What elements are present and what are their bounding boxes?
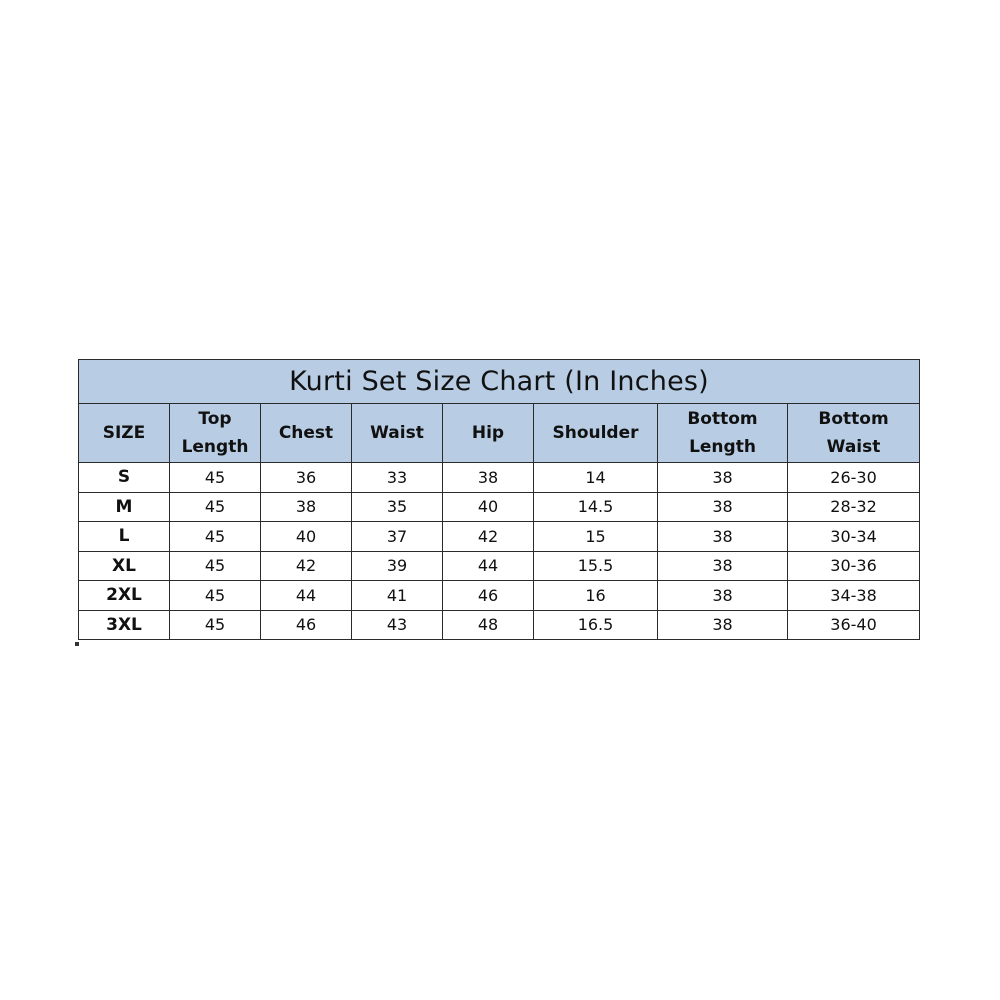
table-cell: 14.5 [534, 492, 658, 522]
table-cell: 15.5 [534, 551, 658, 581]
col-header-top-length [170, 404, 261, 463]
table-cell: 38 [658, 463, 788, 493]
size-cell: L [79, 522, 170, 552]
chart-title: Kurti Set Size Chart (In Inches) [79, 360, 920, 404]
col-header-waist [352, 404, 443, 463]
table-cell: 45 [170, 463, 261, 493]
size-chart-container [78, 359, 919, 640]
table-cell: 42 [443, 522, 534, 552]
table-cell: 40 [261, 522, 352, 552]
col-header-shoulder [534, 404, 658, 463]
table-cell: 28-32 [788, 492, 920, 522]
table-row [79, 463, 920, 493]
table-cell: 38 [443, 463, 534, 493]
table-cell: 45 [170, 522, 261, 552]
col-header-bottom-waist [788, 404, 920, 463]
table-cell: 34-38 [788, 581, 920, 611]
table-cell: 46 [443, 581, 534, 611]
col-header-size [79, 404, 170, 463]
table-cell: 46 [261, 610, 352, 640]
col-header-line: Bottom [818, 409, 889, 429]
table-cell: 30-36 [788, 551, 920, 581]
header-row [79, 404, 920, 463]
col-header-line: Bottom [687, 409, 758, 429]
table-cell: 39 [352, 551, 443, 581]
title-row [79, 360, 920, 404]
table-row [79, 581, 920, 611]
col-header-bottom-length [658, 404, 788, 463]
col-header-chest [261, 404, 352, 463]
table-cell: 14 [534, 463, 658, 493]
size-cell: S [79, 463, 170, 493]
size-chart-table [78, 359, 920, 640]
col-header-line: Length [689, 437, 756, 457]
table-cell: 41 [352, 581, 443, 611]
table-cell: 38 [658, 610, 788, 640]
table-cell: 36-40 [788, 610, 920, 640]
table-cell: 40 [443, 492, 534, 522]
col-header-line: Length [181, 437, 249, 457]
table-cell: 45 [170, 551, 261, 581]
table-cell: 44 [443, 551, 534, 581]
table-cell: 38 [261, 492, 352, 522]
col-header-line: Waist [370, 423, 424, 443]
table-cell: 36 [261, 463, 352, 493]
size-cell: M [79, 492, 170, 522]
size-cell: XL [79, 551, 170, 581]
table-cell: 43 [352, 610, 443, 640]
table-cell: 42 [261, 551, 352, 581]
table-cell: 45 [170, 581, 261, 611]
corner-mark [75, 642, 79, 646]
table-cell: 16.5 [534, 610, 658, 640]
table-row [79, 551, 920, 581]
table-cell: 38 [658, 581, 788, 611]
table-row [79, 522, 920, 552]
col-header-hip [443, 404, 534, 463]
table-cell: 33 [352, 463, 443, 493]
table-cell: 15 [534, 522, 658, 552]
table-row [79, 610, 920, 640]
col-header-line: SIZE [102, 423, 146, 443]
table-cell: 45 [170, 610, 261, 640]
table-cell: 38 [658, 492, 788, 522]
table-cell: 38 [658, 522, 788, 552]
table-cell: 45 [170, 492, 261, 522]
table-cell: 26-30 [788, 463, 920, 493]
col-header-line: Top [198, 409, 232, 429]
table-row [79, 492, 920, 522]
table-cell: 35 [352, 492, 443, 522]
table-cell: 16 [534, 581, 658, 611]
table-cell: 30-34 [788, 522, 920, 552]
table-cell: 38 [658, 551, 788, 581]
table-cell: 48 [443, 610, 534, 640]
col-header-line: Hip [471, 423, 505, 443]
col-header-line: Waist [826, 437, 881, 457]
table-cell: 44 [261, 581, 352, 611]
table-cell: 37 [352, 522, 443, 552]
size-cell: 2XL [79, 581, 170, 611]
size-cell: 3XL [79, 610, 170, 640]
col-header-line: Chest [278, 423, 334, 443]
col-header-line: Shoulder [552, 423, 639, 443]
